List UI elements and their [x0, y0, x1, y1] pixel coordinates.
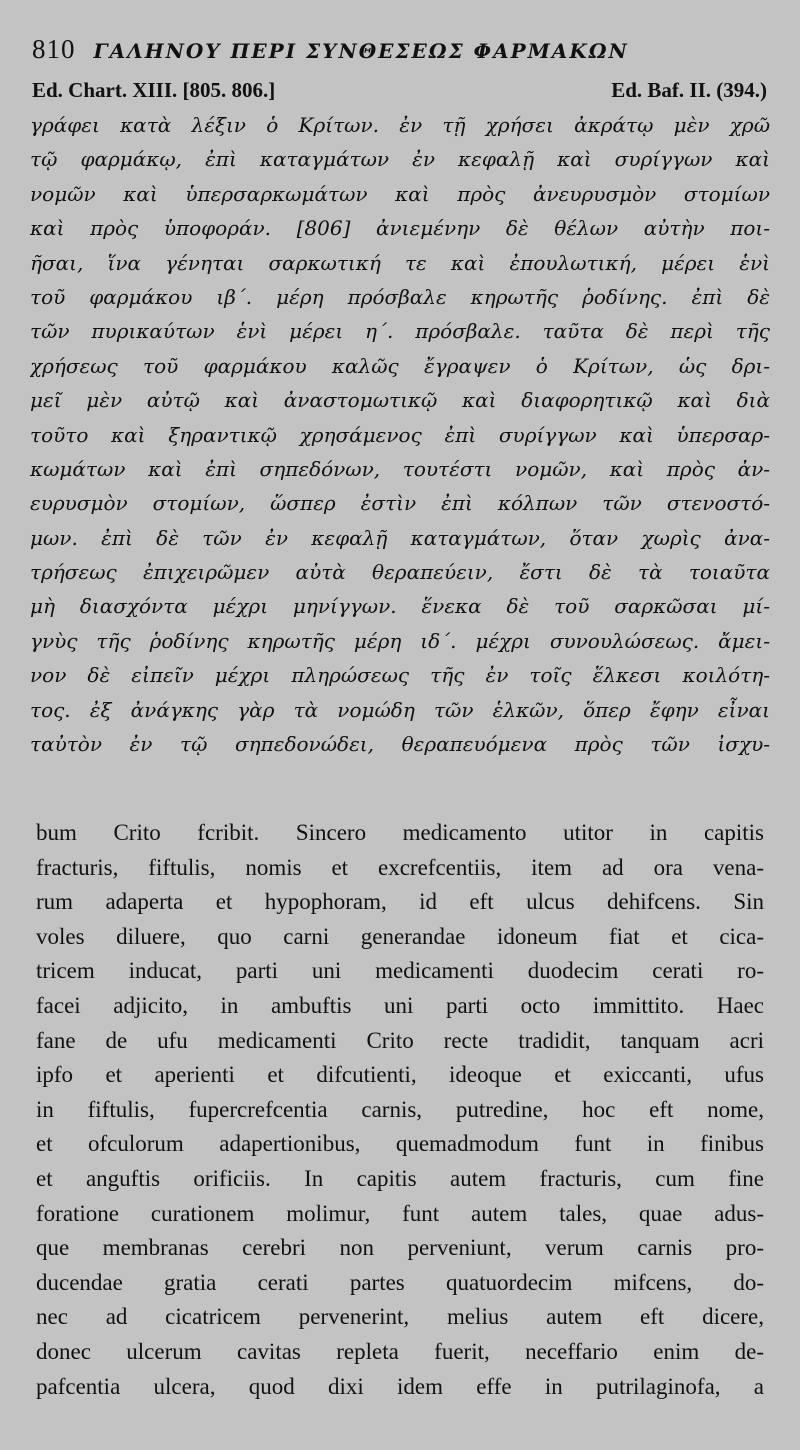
greek-line: τοῦ φαρμάκου ιβ΄. μέρη πρόσβαλε κηρωτῆς ῥοδίνης. ἐπὶ δὲ	[30, 284, 770, 309]
latin-line: nec ad cicatricem pervenerint, melius autem eft dicere,	[36, 1304, 764, 1330]
greek-line: μὴ διασχόντα μέχρι μηνίγγων. ἕνεκα δὲ τοῦ σαρκῶσαι μί-	[30, 594, 770, 619]
greek-line: χρήσεως τοῦ φαρμάκου καλῶς ἔγραψεν ὁ Κρίτων, ὡς δρι-	[30, 353, 770, 378]
greek-text	[30, 108, 770, 761]
edition-line	[32, 78, 767, 108]
greek-line: ταὐτὸν ἐν τῷ σηπεδονώδει, θεραπευόμενα πρὸς τῶν ἰσχυ-	[30, 732, 770, 757]
greek-line: νον δὲ εἰπεῖν μέχρι πληρώσεως τῆς ἐν τοῖς ἕλκεσι κοιλότη-	[30, 663, 770, 688]
greek-line: τρήσεως ἐπιχειρῶμεν αὐτὰ θεραπεύειν, ἔστι δὲ τὰ τοιαῦτα	[30, 560, 770, 585]
greek-line: γράφει κατὰ λέξιν ὁ Κρίτων. ἐν τῇ χρήσει ἀκράτῳ μὲν χρῶ	[30, 113, 770, 137]
latin-line: facei adjicito, in ambuftis uni parti octo immittito. Haec	[36, 992, 764, 1018]
latin-text	[36, 816, 764, 1404]
greek-line: μων. ἐπὶ δὲ τῶν ἐν κεφαλῇ καταγμάτων, ὅταν χωρὶς ἀνα-	[30, 525, 770, 550]
greek-line: τῷ φαρμάκῳ, ἐπὶ καταγμάτων ἐν κεφαλῇ καὶ συρίγγων καὶ	[30, 147, 770, 172]
greek-line: τοῦτο καὶ ξηραντικῷ χρησάμενος ἐπὶ συρίγγων καὶ ὑπερσαρ-	[30, 422, 770, 447]
greek-line: τῶν πυρικαύτων ἑνὶ μέρει η΄. πρόσβαλε. ταῦτα δὲ περὶ τῆς	[30, 319, 770, 344]
edition-basel: Ed. Baf. II. (394.)	[611, 78, 767, 102]
greek-line: ῆσαι, ἵνα γένηται σαρκωτική τε καὶ ἐπουλωτική, μέρει ἑνὶ	[30, 250, 770, 275]
latin-line: rum adaperta et hypophoram, id eft ulcus dehifcens. Sin	[36, 889, 764, 915]
latin-line: in fiftulis, fupercrefcentia carnis, putredine, hoc eft nome,	[36, 1096, 764, 1122]
latin-line: tricem inducat, parti uni medicamenti duodecim cerati ro-	[36, 958, 764, 984]
greek-line: κωμάτων καὶ ἐπὶ σηπεδόνων, τουτέστι νομῶν, καὶ πρὸς ἀν-	[30, 456, 770, 481]
running-title: ΓΑΛΗΝΟΥ ΠΕΡΙ ΣΥΝΘΕΣΕΩΣ ΦΑΡΜΑΚΩΝ	[93, 39, 629, 63]
greek-line: τος. ἐξ ἀνάγκης γὰρ τὰ νομώδη τῶν ἑλκῶν, ὅπερ ἔφην εἶναι	[30, 697, 770, 722]
latin-line: ipfo et aperienti et difcutienti, ideoque et exiccanti, ufus	[36, 1062, 764, 1088]
greek-line: καὶ πρὸς ὑποφοράν. [806] ἀνιεμένην δὲ θέλων αὐτὴν ποι-	[30, 216, 770, 241]
latin-line: ducendae gratia cerati partes quatuordecim mifcens, do-	[36, 1269, 764, 1295]
latin-line: et ofculorum adapertionibus, quemadmodum funt in finibus	[36, 1131, 764, 1157]
page-number: 810	[32, 34, 76, 64]
latin-line: fracturis, fiftulis, nomis et excrefcentiis, item ad ora vena-	[36, 854, 764, 880]
latin-line: voles diluere, quo carni generandae idoneum fiat et cica-	[36, 923, 764, 949]
greek-line: γνὺς τῆς ῥοδίνης κηρωτῆς μέρη ιδ΄. μέχρι συνουλώσεως. ἄμει-	[30, 628, 770, 653]
latin-line: fane de ufu medicamenti Crito recte tradidit, tanquam acri	[36, 1027, 764, 1053]
latin-line: foratione curationem molimur, funt autem tales, quae adus-	[36, 1200, 764, 1226]
edition-chartier: Ed. Chart. XIII. [805. 806.]	[32, 78, 276, 102]
latin-line: donec ulcerum cavitas repleta fuerit, neceffario enim de-	[36, 1338, 764, 1364]
greek-line: νομῶν καὶ ὑπερσαρκωμάτων καὶ πρὸς ἀνευρυσμὸν στομίων	[30, 181, 770, 206]
latin-line: bum Crito fcribit. Sincero medicamento utitor in capitis	[36, 820, 764, 845]
latin-line: et anguftis orificiis. In capitis autem fracturis, cum fine	[36, 1165, 764, 1191]
greek-line: μεῖ μὲν αὐτῷ καὶ ἀναστομωτικῷ καὶ διαφορητικῷ καὶ διὰ	[30, 388, 770, 413]
latin-line: que membranas cerebri non perveniunt, verum carnis pro-	[36, 1235, 764, 1261]
running-head	[32, 34, 772, 68]
greek-line: ευρυσμὸν στομίων, ὥσπερ ἐστὶν ἐπὶ κόλπων τῶν στενοστό-	[30, 491, 770, 516]
latin-line: pafcentia ulcera, quod dixi idem effe in putrilaginofa, a	[36, 1373, 764, 1399]
